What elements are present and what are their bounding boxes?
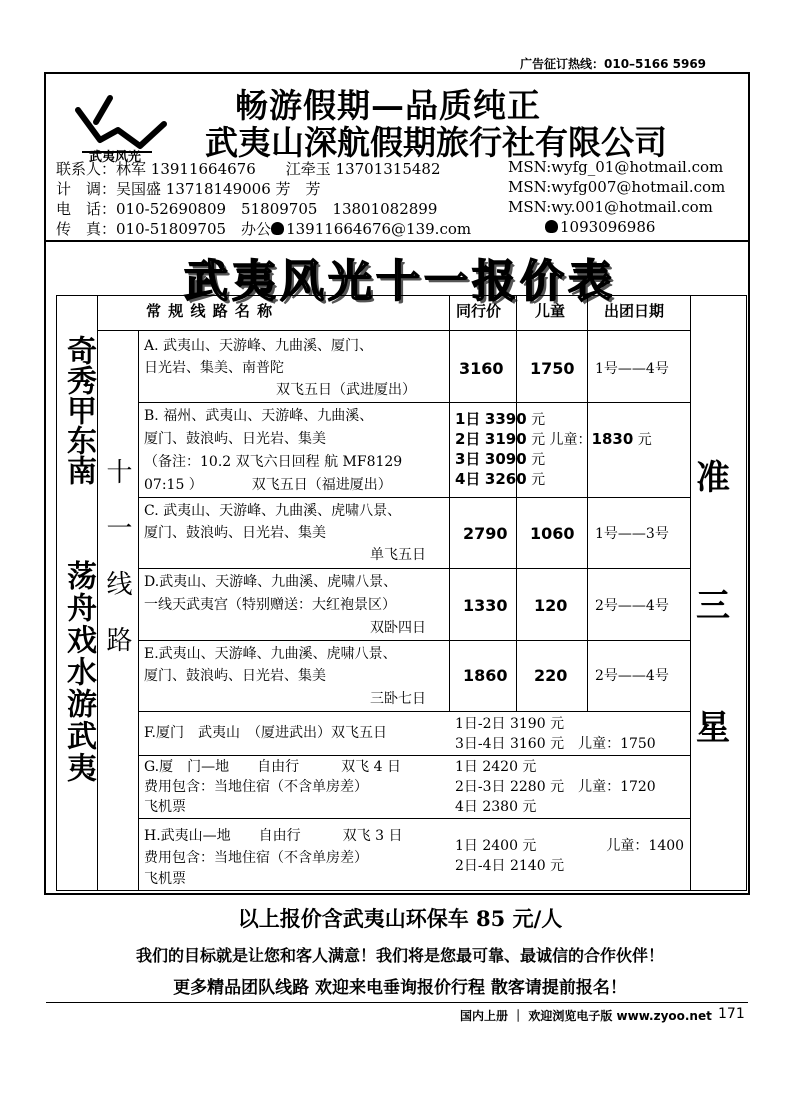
route-d-date: 2号——4号 — [595, 598, 669, 614]
left-slogan-2: 荡舟戏水游武夷 — [61, 560, 96, 784]
company-name: 武夷山深航假期旅行社有限公司 — [205, 123, 667, 162]
contact-row — [56, 218, 471, 239]
route-b-price-line — [455, 449, 545, 470]
route-c-price: 2790 — [463, 524, 508, 543]
row-line — [138, 497, 690, 498]
contact-label: 计 调： — [56, 180, 117, 198]
right-label-2: 三 — [696, 586, 730, 626]
route-d-price: 1330 — [463, 596, 508, 615]
route-g-price-line: 2日-3日 2280 元 儿童：1720 — [455, 779, 656, 795]
contact-row — [56, 198, 437, 219]
route-e-child: 220 — [534, 666, 568, 685]
qq-icon — [271, 222, 284, 235]
route-e-price: 1860 — [463, 666, 508, 685]
price-unit: 元 — [531, 432, 546, 448]
page-info[interactable]: 国内上册 ｜ 欢迎浏览电子版 www.zyoo.net — [460, 1009, 712, 1023]
msn-address[interactable]: MSN:wy.001@hotmail.com — [508, 198, 713, 216]
section-label: 十一线路 — [102, 458, 132, 682]
row-line — [138, 568, 690, 569]
price-value: 3260 — [484, 470, 527, 488]
contact-label: 电 话： — [56, 200, 117, 218]
route-a-date: 1号——4号 — [595, 361, 669, 377]
msn-address[interactable]: MSN:wyfg007@hotmail.com — [508, 178, 726, 196]
route-h-line: H.武夷山—地 自由行 双飞 3 日 — [144, 828, 403, 844]
route-b-price-line — [455, 409, 545, 430]
column-divider — [587, 295, 588, 711]
route-f-price-line: 1日-2日 3190 元 — [455, 716, 565, 732]
contact-row — [56, 158, 441, 179]
price-date: 3日 — [455, 450, 481, 468]
page-number: 171 — [718, 1006, 745, 1022]
price-unit: 元 — [531, 412, 546, 428]
column-divider — [516, 295, 517, 711]
route-c-line: 单飞五日 — [370, 547, 426, 563]
route-g-line: 飞机票 — [144, 799, 186, 815]
price-date: 1日 — [455, 410, 481, 428]
route-h-line: 飞机票 — [144, 871, 186, 887]
route-d-line: 双卧四日 — [370, 620, 426, 636]
footer-slogan: 我们的目标就是让您和客人满意！我们将是您最可靠、最诚信的合作伙伴！ — [135, 946, 664, 965]
column-divider — [449, 295, 450, 711]
right-label-1: 准 — [696, 458, 730, 498]
column-divider — [138, 330, 139, 891]
col-header-child: 儿童 — [535, 302, 566, 320]
route-g-price-line: 4日 2380 元 — [455, 799, 537, 815]
row-line — [138, 818, 690, 819]
footer-cta: 更多精品团队线路 欢迎来电垂询报价行程 散客请提前报名！ — [173, 978, 627, 998]
right-label-3: 星 — [696, 708, 730, 748]
route-g-line: G.厦 门—地 自由行 双飞 4 日 — [144, 759, 401, 775]
route-h-price-line: 1日 2400 元 儿童：1400 — [455, 838, 685, 854]
price-unit: 元 — [531, 472, 546, 488]
price-unit: 元 — [637, 432, 652, 448]
route-a-line: 双飞五日（武进厦出） — [276, 382, 416, 398]
route-c-child: 1060 — [530, 524, 575, 543]
price-value: 3190 — [484, 430, 527, 448]
route-e-date: 2号——4号 — [595, 668, 669, 684]
msn-address[interactable]: MSN:wyfg_01@hotmail.com — [508, 158, 724, 176]
price-value: 3090 — [484, 450, 527, 468]
header-row-line — [97, 330, 690, 331]
col-header-route: 常 规 线 路 名 称 — [146, 302, 274, 320]
col-header-date: 出团日期 — [604, 302, 665, 320]
price-date: 4日 — [455, 470, 481, 488]
footer-note: 以上报价含武夷山环保车 85 元/人 — [237, 906, 563, 931]
contact-label: 传 真： — [56, 220, 117, 238]
col-header-price: 同行价 — [456, 302, 502, 320]
route-c-date: 1号——3号 — [595, 526, 669, 542]
route-a-child: 1750 — [530, 359, 575, 378]
header-divider — [46, 240, 748, 242]
bottom-divider — [46, 1002, 748, 1003]
email-address[interactable]: 13911664676@139.com — [286, 220, 472, 238]
route-f-line: F.厦门 武夷山 （厦进武出）双飞五日 — [144, 725, 387, 741]
route-b-line: 厦门、鼓浪屿、日光岩、集美 — [144, 431, 326, 447]
price-date: 2日 — [455, 430, 481, 448]
row-line — [138, 640, 690, 641]
child-label: 儿童： — [549, 432, 592, 448]
contact-row — [56, 178, 321, 199]
contact-text: 吴国盛 13718149006 芳 芳 — [116, 180, 321, 198]
main-title: 武夷风光十一报价表 — [184, 256, 616, 307]
price-value: 3390 — [484, 410, 527, 428]
route-b-line: 07:15 ） 双飞五日（福进厦出） — [144, 477, 392, 493]
row-line — [138, 755, 690, 756]
route-b-line: （备注：10.2 双飞六日回程 航 MF8129 — [144, 454, 403, 470]
column-divider — [690, 295, 691, 891]
route-e-line: 厦门、鼓浪屿、日光岩、集美 — [144, 668, 326, 684]
contact-label: 联系人： — [56, 160, 117, 178]
ad-hotline: 广告征订热线：010–5166 5969 — [520, 57, 707, 71]
qq-number-row — [545, 218, 655, 236]
route-d-child: 120 — [534, 596, 568, 615]
contact-text: 林军 13911664676 江牵玉 13701315482 — [116, 160, 441, 178]
route-d-line: 一线天武夷宫（特别赠送：大红袍景区） — [144, 597, 396, 613]
route-e-line: E.武夷山、天游峰、九曲溪、虎啸八景、 — [144, 646, 397, 662]
left-slogan-1: 奇秀甲东南 — [61, 335, 96, 485]
column-divider — [97, 295, 98, 891]
contact-text: 010-52690809 51809705 13801082899 — [116, 200, 438, 218]
route-b-line: B. 福州、武夷山、天游峰、九曲溪、 — [144, 408, 374, 424]
slogan: 畅游假期—品质纯正 — [235, 86, 541, 125]
route-c-line: 厦门、鼓浪屿、日光岩、集美 — [144, 525, 326, 541]
row-line — [138, 402, 690, 403]
qq-icon — [545, 220, 558, 233]
route-c-line: C. 武夷山、天游峰、九曲溪、虎啸八景、 — [144, 503, 402, 519]
logo-text: 武夷风光 — [88, 150, 141, 165]
route-e-line: 三卧七日 — [370, 691, 426, 707]
route-b-price-line — [455, 429, 652, 450]
row-line — [138, 711, 690, 712]
route-g-line: 费用包含：当地住宿（不含单房差） — [144, 779, 368, 795]
route-b-price-line — [455, 469, 545, 490]
child-price: 1830 — [591, 430, 634, 448]
route-f-price-line: 3日-4日 3160 元 儿童：1750 — [455, 736, 656, 752]
route-a-price: 3160 — [459, 359, 504, 378]
route-g-price-line: 1日 2420 元 — [455, 759, 537, 775]
qq-number[interactable]: 1093096986 — [560, 218, 656, 236]
route-a-line: A. 武夷山、天游峰、九曲溪、厦门、 — [144, 338, 374, 354]
price-unit: 元 — [531, 452, 546, 468]
route-a-line: 日光岩、集美、南普陀 — [144, 360, 284, 376]
route-d-line: D.武夷山、天游峰、九曲溪、虎啸八景、 — [144, 574, 398, 590]
contact-text: 010-51809705 办公 — [116, 220, 272, 238]
route-h-line: 费用包含：当地住宿（不含单房差） — [144, 850, 368, 866]
route-h-price-line: 2日-4日 2140 元 — [455, 858, 565, 874]
